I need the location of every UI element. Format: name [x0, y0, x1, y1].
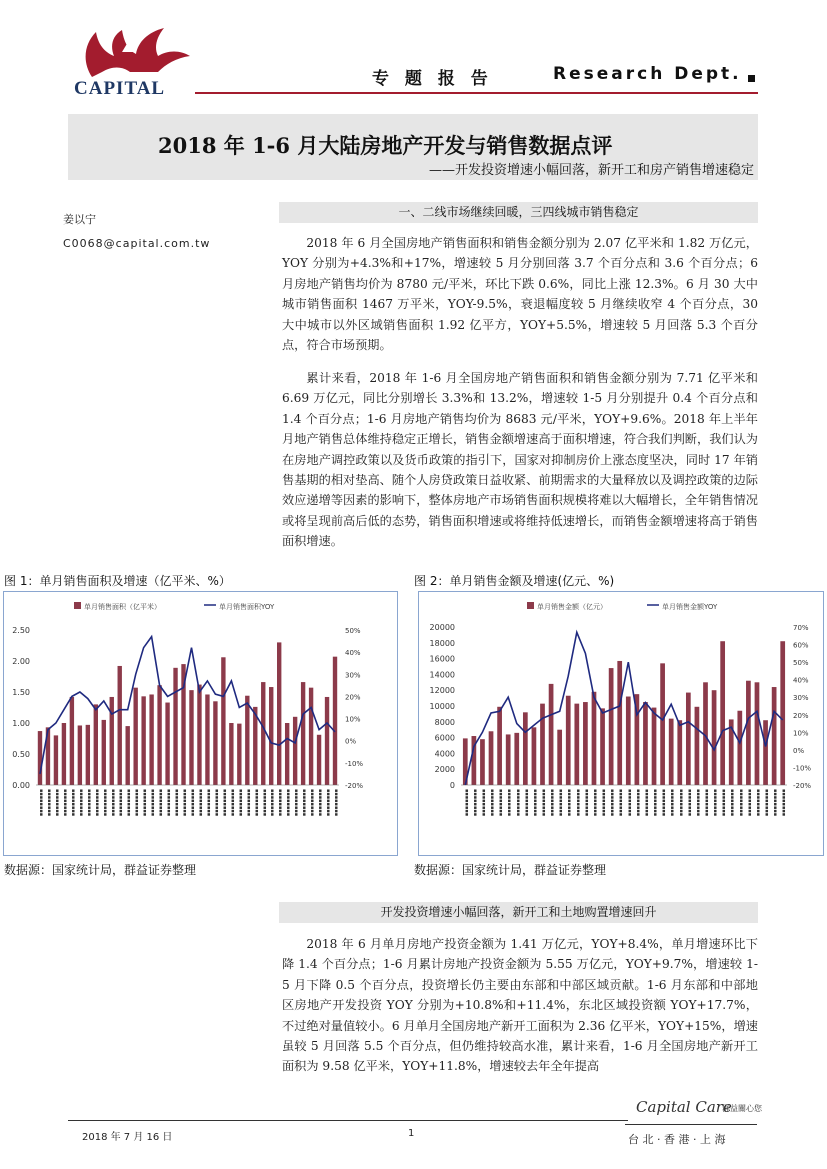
bar: [173, 668, 177, 785]
x-tick: ▪▪▪▪▪▪▪▪: [333, 789, 339, 817]
x-tick: ▪▪▪▪▪▪▪▪: [93, 789, 100, 817]
y-left-tick: 10000: [429, 702, 455, 711]
x-tick: ▪▪▪▪▪▪▪▪: [117, 789, 124, 817]
bar: [141, 696, 145, 785]
x-tick: ▪▪▪▪▪▪▪▪: [205, 789, 212, 817]
bar: [62, 723, 66, 785]
y-left-tick: 4000: [434, 749, 455, 759]
x-tick: ▪▪▪▪▪▪▪▪: [189, 789, 196, 817]
y-right-tick: 10%: [793, 729, 809, 738]
x-tick: ▪▪▪▪▪▪▪▪: [763, 789, 770, 817]
dept-marker: [748, 75, 755, 82]
y-left-tick: 0.00: [12, 781, 30, 790]
y-right-tick: 30%: [793, 694, 809, 703]
footer-brand-cn: 群益關心您: [722, 1104, 762, 1113]
x-tick: ▪▪▪▪▪▪▪▪: [497, 789, 504, 817]
bar: [592, 692, 597, 785]
bar: [643, 702, 648, 785]
x-tick: ▪▪▪▪▪▪▪▪: [237, 789, 244, 817]
section1-heading: 一、二线市场继续回暖，三四线城市销售稳定: [279, 202, 758, 223]
x-tick: ▪▪▪▪▪▪▪▪: [549, 789, 556, 817]
bar: [213, 701, 217, 785]
x-tick: ▪▪▪▪▪▪▪▪: [737, 789, 744, 817]
x-tick: ▪▪▪▪▪▪▪▪: [229, 789, 236, 817]
y-right-tick: 20%: [345, 693, 361, 702]
x-tick: ▪▪▪▪▪▪▪▪: [141, 789, 148, 817]
bar: [293, 717, 297, 785]
bar: [309, 688, 313, 785]
x-tick: ▪▪▪▪▪▪▪▪: [755, 789, 761, 817]
footer-date: 2018 年 7 月 16 日: [82, 1132, 173, 1143]
bar: [523, 712, 528, 785]
bar: [549, 684, 554, 785]
x-tick: ▪▪▪▪▪▪▪▪: [317, 789, 324, 817]
footer-cities: 台 北 · 香 港 · 上 海: [628, 1133, 726, 1146]
bar: [157, 685, 161, 785]
bar: [540, 704, 545, 785]
x-tick: ▪▪▪▪▪▪▪▪: [746, 789, 753, 817]
x-tick: ▪▪▪▪▪▪▪▪: [261, 789, 268, 817]
x-tick: ▪▪▪▪▪▪▪▪: [592, 789, 598, 817]
bar: [118, 666, 122, 785]
x-tick: ▪▪▪▪▪▪▪▪: [157, 789, 164, 817]
dept-title-cn: 专 题 报 告: [372, 69, 493, 89]
bar: [333, 657, 337, 785]
x-tick: ▪▪▪▪▪▪▪▪: [609, 789, 616, 817]
x-tick: ▪▪▪▪▪▪▪▪: [686, 789, 693, 817]
bar: [712, 690, 717, 785]
footer-rule-short: [625, 1124, 757, 1125]
x-tick: ▪▪▪▪▪▪▪▪: [61, 789, 68, 817]
y-right-tick: 0%: [793, 746, 805, 755]
x-tick: ▪▪▪▪▪▪▪▪: [531, 789, 538, 817]
bar: [78, 725, 82, 785]
bar: [285, 723, 289, 785]
bar: [237, 724, 241, 785]
x-tick: ▪▪▪▪▪▪▪▪: [574, 789, 581, 817]
x-tick: ▪▪▪▪▪▪▪▪: [53, 789, 60, 817]
bar: [165, 703, 169, 785]
x-tick: ▪▪▪▪▪▪▪▪: [506, 789, 513, 817]
x-tick: ▪▪▪▪▪▪▪▪: [471, 789, 478, 817]
x-tick: ▪▪▪▪▪▪▪▪: [780, 789, 787, 817]
legend-bar-swatch: [527, 602, 534, 609]
y-right-tick: 40%: [345, 649, 361, 658]
legend-bar-label: 单月销售金额（亿元）: [537, 603, 607, 611]
x-tick: ▪▪▪▪▪▪▪▪: [301, 789, 308, 817]
legend-line-label: 单月销售金额YOY: [662, 603, 718, 611]
y-left-tick: 1.00: [12, 719, 30, 728]
x-tick: ▪▪▪▪▪▪▪▪: [85, 789, 92, 817]
bar: [755, 682, 760, 785]
x-tick: ▪▪▪▪▪▪▪▪: [566, 789, 573, 817]
bar: [506, 734, 511, 785]
bar: [229, 723, 233, 785]
bar: [133, 688, 137, 785]
footer-rule: [68, 1120, 628, 1121]
bar: [94, 704, 98, 785]
x-tick: ▪▪▪▪▪▪▪▪: [677, 789, 684, 817]
bar: [686, 693, 691, 785]
logo: [72, 22, 197, 100]
section2-paragraph-1: 2018 年 6 月单月房地产投资金额为 1.41 万亿元，YOY+8.4%，单月增速环比下降 1.4 个百分点；1-6 月累计房地产投资金额为 5.55 万亿元，YOY+9.7%，增速较 1-5 月下降 0.5 个百分点，投资增长仍主要由东部和中部区域贡献。1-6 月东部和中部地区房地产开发投资 YOY 分别为+10.8%和+11.4%，东北区域投资额 YOY+17.7%，不过绝对量值较小。6 月单月全国房地产新开工面积为 2.36 亿平米，YOY+15%，增速虽较 5 月回落 5.5 个百分点，但仍维持较高水准，累计来看，1-6 月全国房地产新开工面积为 9.58 亿平米，YOY+11.8%，增速较去年全年提高: [282, 937, 758, 1074]
y-right-tick: 50%: [345, 627, 361, 635]
x-tick: ▪▪▪▪▪▪▪▪: [703, 789, 710, 817]
y-right-tick: 70%: [793, 624, 809, 632]
y-left-tick: 1.50: [12, 688, 30, 697]
y-left-tick: 18000: [429, 638, 455, 648]
bar: [746, 681, 751, 785]
bar: [763, 720, 768, 785]
bar: [126, 726, 130, 785]
series-line: [465, 632, 782, 785]
bar: [557, 730, 562, 785]
bar: [221, 657, 225, 785]
figure2-label: 图 2：单月销售金额及增速(亿元、%): [414, 574, 615, 588]
bar: [600, 708, 605, 785]
bar: [497, 707, 502, 785]
y-left-tick: 16000: [429, 654, 455, 664]
y-right-tick: 50%: [793, 659, 809, 668]
figure2-source: 数据源：国家统计局，群益证券整理: [414, 863, 607, 877]
y-left-tick: 14000: [429, 670, 455, 680]
author-email[interactable]: C0068@capital.com.tw: [63, 237, 211, 250]
bar: [325, 697, 329, 785]
x-tick: ▪▪▪▪▪▪▪▪: [133, 789, 140, 817]
x-tick: ▪▪▪▪▪▪▪▪: [652, 789, 658, 817]
bar: [780, 641, 785, 785]
figure1-chart: [4, 592, 397, 855]
bar: [737, 711, 742, 785]
bar: [566, 696, 571, 785]
x-tick: ▪▪▪▪▪▪▪▪: [643, 789, 650, 817]
bar: [489, 731, 494, 785]
title-box: [68, 114, 758, 180]
dept-title-en: Research Dept.: [553, 64, 742, 84]
x-tick: ▪▪▪▪▪▪▪▪: [514, 789, 521, 817]
y-left-tick: 20000: [429, 623, 455, 632]
x-tick: ▪▪▪▪▪▪▪▪: [772, 789, 779, 817]
figure1-chart-frame: [3, 591, 398, 856]
x-tick: ▪▪▪▪▪▪▪▪: [46, 789, 52, 817]
bar: [245, 696, 249, 785]
author-name: 姜以宁: [63, 213, 96, 226]
bar: [532, 727, 537, 785]
bar: [277, 642, 281, 785]
y-left-tick: 12000: [429, 686, 455, 696]
y-right-tick: -20%: [793, 782, 812, 790]
section2-heading: 开发投资增速小幅回落，新开工和土地购置增速回升: [279, 902, 758, 923]
x-tick: ▪▪▪▪▪▪▪▪: [293, 789, 300, 817]
bar: [574, 704, 579, 785]
x-tick: ▪▪▪▪▪▪▪▪: [213, 789, 220, 817]
x-tick: ▪▪▪▪▪▪▪▪: [181, 789, 188, 817]
x-tick: ▪▪▪▪▪▪▪▪: [38, 789, 44, 817]
x-tick: ▪▪▪▪▪▪▪▪: [694, 789, 701, 817]
bar: [54, 735, 58, 785]
bar: [677, 720, 682, 785]
x-tick: ▪▪▪▪▪▪▪▪: [660, 789, 667, 817]
bar: [261, 682, 265, 785]
figure1-source: 数据源：国家统计局，群益证券整理: [4, 863, 197, 877]
bar: [86, 725, 90, 785]
x-tick: ▪▪▪▪▪▪▪▪: [197, 789, 204, 817]
x-tick: ▪▪▪▪▪▪▪▪: [557, 789, 564, 817]
y-right-tick: 10%: [345, 715, 361, 724]
bar: [197, 685, 201, 785]
x-tick: ▪▪▪▪▪▪▪▪: [712, 789, 719, 817]
bar: [149, 694, 153, 785]
bar: [301, 682, 305, 785]
x-tick: ▪▪▪▪▪▪▪▪: [720, 789, 727, 817]
series-line: [40, 637, 335, 774]
x-tick: ▪▪▪▪▪▪▪▪: [729, 789, 736, 817]
bar: [189, 690, 193, 785]
bar: [695, 707, 700, 785]
y-right-tick: -20%: [345, 782, 364, 790]
x-tick: ▪▪▪▪▪▪▪▪: [277, 789, 284, 817]
x-tick: ▪▪▪▪▪▪▪▪: [285, 789, 292, 817]
y-left-tick: 2.50: [12, 626, 30, 635]
figure2-chart: [419, 592, 823, 855]
bar: [626, 697, 631, 785]
x-tick: ▪▪▪▪▪▪▪▪: [109, 789, 116, 817]
y-left-tick: 2000: [434, 765, 455, 775]
x-tick: ▪▪▪▪▪▪▪▪: [77, 789, 84, 817]
y-right-tick: 60%: [793, 641, 809, 650]
eagle-logo-icon: [72, 22, 197, 82]
x-tick: ▪▪▪▪▪▪▪▪: [269, 789, 276, 817]
x-tick: ▪▪▪▪▪▪▪▪: [221, 789, 228, 817]
x-tick: ▪▪▪▪▪▪▪▪: [626, 789, 633, 817]
y-left-tick: 0: [449, 781, 455, 790]
bar: [772, 687, 777, 785]
footer-brand: Capital Care: [636, 1098, 732, 1116]
bar: [609, 668, 614, 785]
y-right-tick: 30%: [345, 671, 361, 680]
y-left-tick: 2.00: [12, 657, 30, 666]
bar: [269, 687, 273, 785]
page-subtitle: ——开发投资增速小幅回落，新开工和房产销售增速稳定: [428, 163, 754, 178]
x-tick: ▪▪▪▪▪▪▪▪: [617, 789, 624, 817]
bar: [660, 663, 665, 785]
x-tick: ▪▪▪▪▪▪▪▪: [669, 789, 676, 817]
bar: [669, 719, 674, 785]
x-tick: ▪▪▪▪▪▪▪▪: [309, 789, 316, 817]
x-tick: ▪▪▪▪▪▪▪▪: [149, 789, 156, 817]
x-tick: ▪▪▪▪▪▪▪▪: [634, 789, 641, 817]
x-tick: ▪▪▪▪▪▪▪▪: [125, 789, 132, 817]
footer-page-number: 1: [408, 1128, 415, 1139]
legend-line-label: 单月销售面积YOY: [219, 603, 275, 611]
bar: [70, 697, 74, 785]
x-tick: ▪▪▪▪▪▪▪▪: [325, 789, 331, 817]
figure2-chart-frame: [418, 591, 824, 856]
y-right-tick: 0%: [345, 737, 357, 746]
section1-paragraph-1: 2018 年 6 月全国房地产销售面积和销售金额分别为 2.07 亿平米和 1.82 万亿元，YOY 分别为+4.3%和+17%，增速较 5 月分别回落 3.7 个百分点和 3.6 个百分点；6 月房地产销售均价为 8780 元/平米，环比下跌 0.6%，同比上涨 12.3%。6 月 30 大中城市销售面积 1467 万平米，YOY-9.5%，衰退幅度较 5 月继续收窄 4 个百分点，30 大中城市以外区域销售面积 1.92 亿平方，YOY+5.5%，增速较 5 月回落 5.3 个百分点，符合市场预期。: [282, 236, 758, 353]
x-tick: ▪▪▪▪▪▪▪▪: [540, 789, 547, 817]
y-left-tick: 0.50: [12, 750, 30, 759]
y-right-tick: 40%: [793, 676, 809, 685]
y-right-tick: 20%: [793, 711, 809, 720]
x-tick: ▪▪▪▪▪▪▪▪: [489, 789, 495, 817]
logo-text: CAPITAL: [74, 78, 166, 99]
x-tick: ▪▪▪▪▪▪▪▪: [173, 789, 180, 817]
y-right-tick: -10%: [345, 759, 364, 768]
x-tick: ▪▪▪▪▪▪▪▪: [253, 789, 260, 817]
legend-bar-swatch: [74, 602, 81, 609]
x-tick: ▪▪▪▪▪▪▪▪: [463, 789, 470, 817]
bar: [617, 661, 622, 785]
figure1-label: 图 1：单月销售面积及增速（亿平米、%）: [4, 574, 231, 588]
bar: [38, 731, 42, 785]
x-tick: ▪▪▪▪▪▪▪▪: [523, 789, 530, 817]
x-tick: ▪▪▪▪▪▪▪▪: [245, 789, 252, 817]
bar: [480, 739, 485, 785]
x-tick: ▪▪▪▪▪▪▪▪: [101, 789, 108, 817]
bar: [652, 708, 657, 785]
y-left-tick: 6000: [434, 733, 455, 743]
section1-paragraph-2: 累计来看，2018 年 1-6 月全国房地产销售面积和销售金额分别为 7.71 亿平米和 6.69 万亿元，同比分别增长 3.3%和 13.2%，增速较 1-5 月分别提升 0.4 个百分点和 1.4 个百分点；1-6 月房地产销售均价为 8683 元/平米，YOY+9.6%。2018 年上半年月地产销售总体维持稳定正增长，销售金额增速高于面积增速，符合我们判断，我们认为在房地产调控政策以及货币政策的指引下，国家对抑制房价上涨态度坚决，同时 17 年销售基期的相对垫高、随个人房贷政策日益收紧、前期需求的大量释放以及调控政策的边际效应递增等因素的影响下，整体房地产市场销售面积规模将难以大幅增长，全年销售情况或将呈现前高后低的态势，销售面积增速或将维持低速增长，而销售金额增速将高于销售面积增速。: [282, 371, 758, 549]
y-left-tick: 8000: [434, 717, 455, 727]
bar: [514, 733, 519, 785]
x-tick: ▪▪▪▪▪▪▪▪: [480, 789, 487, 817]
legend-bar-label: 单月销售面积（亿平米）: [84, 603, 161, 611]
x-tick: ▪▪▪▪▪▪▪▪: [600, 789, 607, 817]
bar: [720, 641, 725, 785]
x-tick: ▪▪▪▪▪▪▪▪: [69, 789, 76, 817]
x-tick: ▪▪▪▪▪▪▪▪: [165, 789, 172, 817]
bar: [253, 707, 257, 785]
header-rule: [195, 92, 758, 94]
page-title: 2018 年 1-6 月大陆房地产开发与销售数据点评: [158, 133, 613, 158]
bar: [205, 694, 209, 785]
bar: [583, 702, 588, 785]
bar: [317, 735, 321, 785]
y-right-tick: -10%: [793, 764, 812, 773]
bar: [102, 720, 106, 785]
x-tick: ▪▪▪▪▪▪▪▪: [583, 789, 590, 817]
